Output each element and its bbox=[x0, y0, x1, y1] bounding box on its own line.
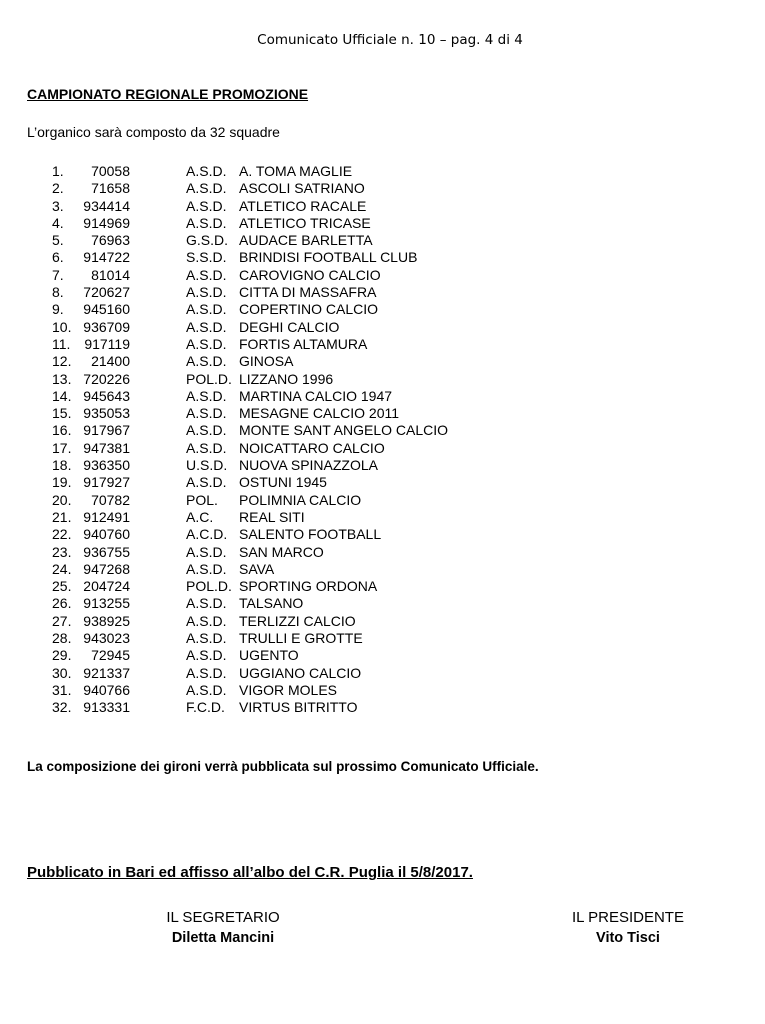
team-prefix: A.S.D. bbox=[186, 284, 227, 301]
team-code: 936709 bbox=[83, 318, 130, 335]
team-prefix: A.S.D. bbox=[186, 474, 227, 491]
president-name: Vito Tisci bbox=[596, 930, 660, 946]
section-title: CAMPIONATO REGIONALE PROMOZIONE bbox=[27, 86, 309, 102]
team-code: 917119 bbox=[84, 335, 130, 352]
team-name: SPORTING ORDONA bbox=[239, 578, 378, 595]
team-code: 943023 bbox=[83, 630, 130, 647]
team-code: 720226 bbox=[83, 370, 130, 387]
team-prefix: A.S.D. bbox=[186, 353, 227, 370]
secretary-signature bbox=[130, 908, 316, 948]
team-code: 76963 bbox=[91, 232, 130, 249]
team-prefix: A.S.D. bbox=[186, 647, 227, 664]
team-name: MARTINA CALCIO 1947 bbox=[239, 387, 393, 404]
team-prefix: A.S.D. bbox=[186, 387, 227, 404]
team-row bbox=[0, 682, 765, 699]
team-name: FORTIS ALTAMURA bbox=[239, 335, 368, 352]
team-code: 940760 bbox=[83, 526, 130, 543]
team-row bbox=[0, 544, 765, 561]
team-row bbox=[0, 301, 765, 318]
team-prefix: A.S.D. bbox=[186, 422, 227, 439]
team-code: 70782 bbox=[91, 491, 130, 508]
team-name: TRULLI E GROTTE bbox=[239, 630, 363, 647]
team-num: 7. bbox=[52, 266, 64, 283]
team-name: ATLETICO TRICASE bbox=[239, 214, 371, 231]
team-name: TALSANO bbox=[239, 595, 304, 612]
team-name: VIGOR MOLES bbox=[239, 681, 338, 698]
team-code: 912491 bbox=[83, 508, 130, 525]
team-prefix: A.C. bbox=[186, 508, 214, 525]
team-name: SAN MARCO bbox=[239, 543, 324, 560]
team-code: 935053 bbox=[83, 405, 130, 422]
team-row bbox=[0, 561, 765, 578]
team-name: POLIMNIA CALCIO bbox=[239, 491, 362, 508]
team-prefix: A.S.D. bbox=[186, 197, 227, 214]
team-num: 3. bbox=[52, 197, 64, 214]
team-row bbox=[0, 492, 765, 509]
team-num: 27. bbox=[52, 612, 72, 629]
team-num: 24. bbox=[52, 560, 72, 577]
team-num: 32. bbox=[52, 699, 72, 716]
team-name: MESAGNE CALCIO 2011 bbox=[239, 405, 400, 422]
team-code: 70058 bbox=[91, 163, 130, 179]
team-num: 6. bbox=[52, 249, 64, 266]
team-prefix: S.S.D. bbox=[186, 249, 227, 266]
team-name: COPERTINO CALCIO bbox=[239, 301, 378, 318]
intro-text: L’organico sarà composto da 32 squadre bbox=[27, 124, 280, 140]
team-row bbox=[0, 353, 765, 370]
team-num: 25. bbox=[52, 578, 72, 595]
team-num: 1. bbox=[52, 163, 64, 179]
team-num: 11. bbox=[52, 335, 71, 352]
team-code: 921337 bbox=[83, 664, 130, 681]
team-row bbox=[0, 267, 765, 284]
team-code: 938925 bbox=[83, 612, 130, 629]
team-num: 26. bbox=[52, 595, 72, 612]
team-code: 936755 bbox=[83, 543, 130, 560]
team-num: 12. bbox=[52, 353, 72, 370]
team-name: LIZZANO 1996 bbox=[239, 370, 334, 387]
team-code: 914969 bbox=[83, 214, 130, 231]
team-num: 22. bbox=[52, 526, 72, 543]
team-name: OSTUNI 1945 bbox=[239, 474, 327, 491]
team-row bbox=[0, 180, 765, 197]
team-prefix: F.C.D. bbox=[186, 699, 225, 716]
team-row bbox=[0, 232, 765, 249]
team-prefix: U.S.D. bbox=[186, 457, 228, 474]
team-code: 917927 bbox=[83, 474, 130, 491]
team-row bbox=[0, 457, 765, 474]
team-row bbox=[0, 215, 765, 232]
page-header: Comunicato Ufficiale n. 10 – pag. 4 di 4 bbox=[257, 32, 523, 48]
team-row bbox=[0, 371, 765, 388]
team-row bbox=[0, 630, 765, 647]
secretary-name: Diletta Mancini bbox=[171, 930, 275, 946]
team-prefix: A.S.D. bbox=[186, 301, 227, 318]
team-prefix: A.S.D. bbox=[186, 405, 227, 422]
team-prefix: POL. bbox=[186, 491, 218, 508]
team-prefix: A.S.D. bbox=[186, 335, 227, 352]
team-name: UGENTO bbox=[239, 647, 299, 664]
president-role: IL PRESIDENTE bbox=[572, 909, 684, 926]
team-num: 30. bbox=[52, 664, 72, 681]
president-signature bbox=[540, 908, 716, 948]
team-row bbox=[0, 665, 765, 682]
team-num: 2. bbox=[52, 180, 64, 197]
team-prefix: A.S.D. bbox=[186, 318, 227, 335]
team-num: 10. bbox=[52, 318, 72, 335]
team-prefix: A.S.D. bbox=[186, 180, 227, 197]
team-code: 72945 bbox=[91, 647, 130, 664]
team-code: 945643 bbox=[83, 387, 130, 404]
team-name: UGGIANO CALCIO bbox=[239, 664, 362, 681]
team-num: 29. bbox=[52, 647, 72, 664]
team-code: 720627 bbox=[83, 284, 130, 301]
team-row bbox=[0, 319, 765, 336]
team-prefix: G.S.D. bbox=[186, 232, 229, 249]
team-num: 13. bbox=[52, 370, 72, 387]
team-prefix: POL.D. bbox=[186, 370, 232, 387]
team-code: 940766 bbox=[83, 681, 130, 698]
team-name: CAROVIGNO CALCIO bbox=[239, 266, 381, 283]
team-name: SAVA bbox=[239, 560, 275, 577]
team-num: 18. bbox=[52, 457, 72, 474]
team-num: 31. bbox=[52, 681, 72, 698]
team-name: REAL SITI bbox=[239, 508, 305, 525]
team-code: 913331 bbox=[83, 699, 130, 716]
team-num: 8. bbox=[52, 284, 64, 301]
team-code: 945160 bbox=[83, 301, 130, 318]
team-prefix: A.S.D. bbox=[186, 630, 227, 647]
team-code: 204724 bbox=[83, 578, 130, 595]
team-code: 914722 bbox=[83, 249, 130, 266]
team-name: CITTA DI MASSAFRA bbox=[239, 284, 377, 301]
team-name: A. TOMA MAGLIE bbox=[239, 163, 353, 179]
team-code: 917967 bbox=[83, 422, 130, 439]
team-code: 934414 bbox=[83, 197, 130, 214]
team-row bbox=[0, 699, 765, 716]
publication-note: Pubblicato in Bari ed affisso all’albo del C.R. Puglia il 5/8/2017. bbox=[27, 864, 473, 881]
team-name: SALENTO FOOTBALL bbox=[239, 526, 382, 543]
team-num: 16. bbox=[52, 422, 72, 439]
team-list bbox=[0, 163, 765, 717]
team-row bbox=[0, 647, 765, 664]
team-name: NOICATTARO CALCIO bbox=[239, 439, 385, 456]
team-row bbox=[0, 284, 765, 301]
team-row bbox=[0, 613, 765, 630]
team-row bbox=[0, 440, 765, 457]
team-num: 17. bbox=[52, 439, 72, 456]
team-row bbox=[0, 405, 765, 422]
team-prefix: A.S.D. bbox=[186, 214, 227, 231]
team-name: AUDACE BARLETTA bbox=[239, 232, 373, 249]
team-name: MONTE SANT ANGELO CALCIO bbox=[239, 422, 449, 439]
team-row bbox=[0, 474, 765, 491]
team-name: TERLIZZI CALCIO bbox=[239, 612, 356, 629]
team-prefix: A.S.D. bbox=[186, 560, 227, 577]
team-prefix: A.S.D. bbox=[186, 681, 227, 698]
team-code: 21400 bbox=[91, 353, 130, 370]
team-row bbox=[0, 526, 765, 543]
secretary-role: IL SEGRETARIO bbox=[166, 909, 280, 926]
team-num: 5. bbox=[52, 232, 64, 249]
team-code: 81014 bbox=[91, 266, 130, 283]
team-name: GINOSA bbox=[239, 353, 294, 370]
team-prefix: A.S.D. bbox=[186, 664, 227, 681]
team-code: 936350 bbox=[83, 457, 130, 474]
team-name: VIRTUS BITRITTO bbox=[239, 699, 358, 716]
team-code: 947381 bbox=[83, 439, 130, 456]
team-name: ATLETICO RACALE bbox=[239, 197, 367, 214]
team-row bbox=[0, 388, 765, 405]
team-num: 14. bbox=[52, 387, 72, 404]
team-prefix: A.S.D. bbox=[186, 543, 227, 560]
team-row bbox=[0, 422, 765, 439]
team-num: 20. bbox=[52, 491, 72, 508]
team-num: 23. bbox=[52, 543, 72, 560]
team-prefix: A.S.D. bbox=[186, 439, 227, 456]
team-row bbox=[0, 198, 765, 215]
team-row bbox=[0, 595, 765, 612]
team-name: NUOVA SPINAZZOLA bbox=[239, 457, 378, 474]
team-row bbox=[0, 336, 765, 353]
team-name: ASCOLI SATRIANO bbox=[239, 180, 365, 197]
team-name: DEGHI CALCIO bbox=[239, 318, 340, 335]
team-prefix: A.S.D. bbox=[186, 595, 227, 612]
team-num: 15. bbox=[52, 405, 72, 422]
team-prefix: A.S.D. bbox=[186, 612, 227, 629]
team-row bbox=[0, 578, 765, 595]
team-code: 947268 bbox=[83, 560, 130, 577]
team-row bbox=[0, 249, 765, 266]
team-num: 21. bbox=[52, 508, 72, 525]
notice-text: La composizione dei gironi verrà pubblicata sul prossimo Comunicato Ufficiale. bbox=[27, 759, 539, 774]
team-num: 9. bbox=[52, 301, 64, 318]
team-prefix: A.S.D. bbox=[186, 266, 227, 283]
team-prefix: A.C.D. bbox=[186, 526, 228, 543]
team-row bbox=[0, 509, 765, 526]
team-code: 913255 bbox=[83, 595, 130, 612]
team-name: BRINDISI FOOTBALL CLUB bbox=[239, 249, 418, 266]
team-num: 19. bbox=[52, 474, 72, 491]
team-prefix: POL.D. bbox=[186, 578, 232, 595]
team-code: 71658 bbox=[91, 180, 130, 197]
team-num: 28. bbox=[52, 630, 72, 647]
team-prefix: A.S.D. bbox=[186, 163, 227, 179]
team-row bbox=[0, 163, 765, 180]
team-num: 4. bbox=[52, 214, 64, 231]
